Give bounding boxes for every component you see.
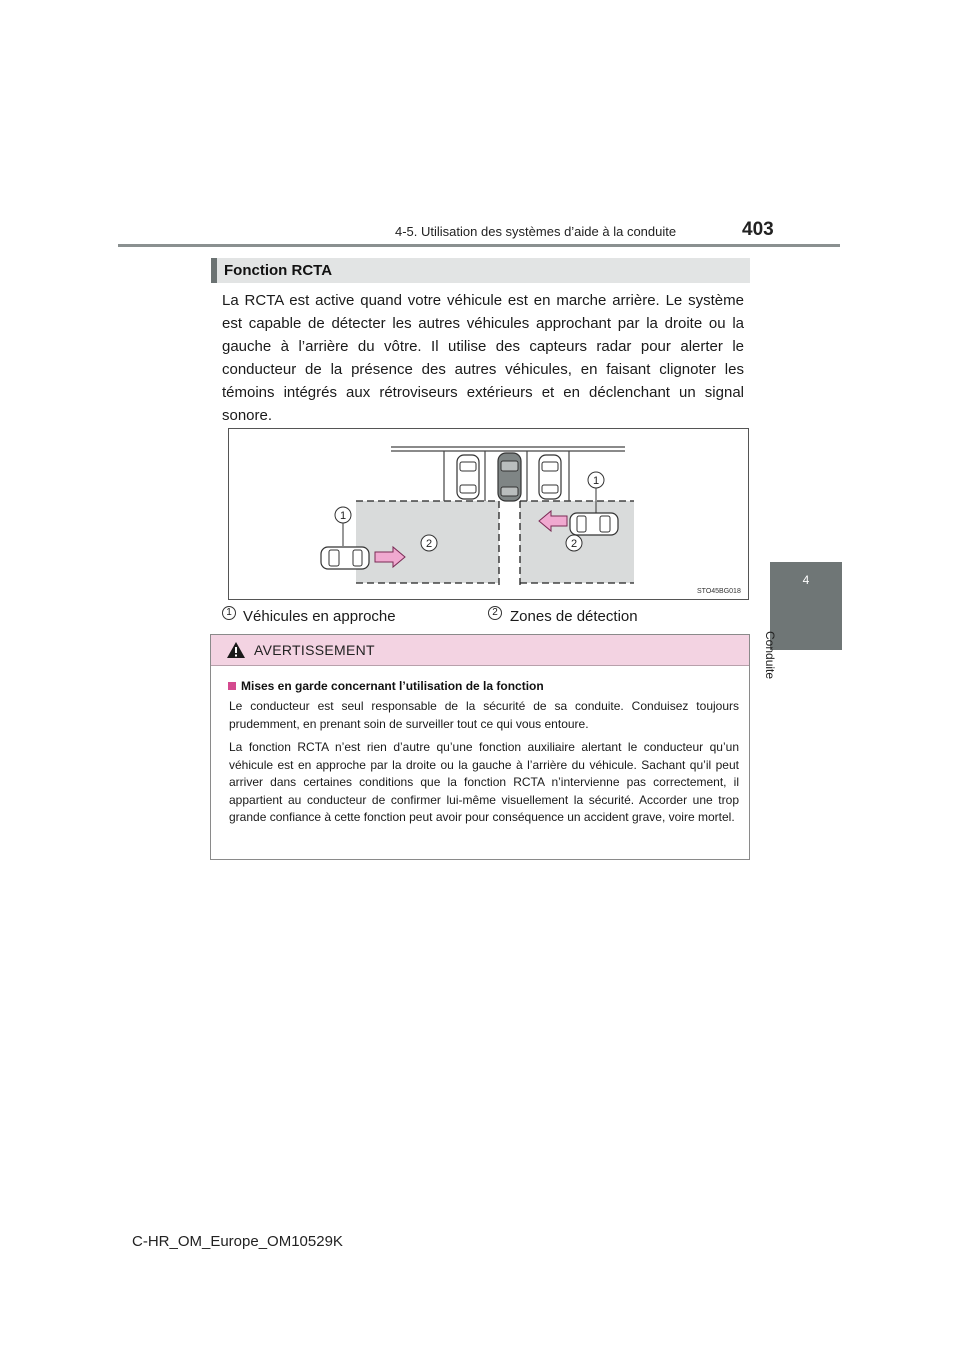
warning-paragraph: La fonction RCTA n’est rien d’autre qu’une fonction auxiliaire alertant le conducteur qu’un véhicule est en approche par la droite ou la gauche à l’arrière du véhicule. Sachant qu’il peut arriver dans certaines conditions que la fonction RCTA n’intervienne pas correctement, il appartient au conducteur de confirmer lui-même visuellement la sécurité. Accorder une trop grande confiance à cette fonction peut avoir pour conséquence un accident grave, voire mortel. (229, 740, 739, 824)
rcta-diagram (229, 429, 748, 599)
callout-label: 2 (425, 538, 433, 550)
legend-text: Zones de détection (510, 608, 638, 625)
approaching-vehicle-right (570, 513, 618, 535)
warning-title: AVERTISSEMENT (254, 642, 375, 658)
warning-paragraph: Le conducteur est seul responsable de la sécurité de sa conduite. Conduisez toujours prudemment, en prenant soin de surveiller tout ce qui vous entoure. (229, 699, 739, 731)
figure-code: STO45BG018 (697, 588, 741, 595)
own-vehicle-reversing (498, 453, 521, 501)
legend-number: 2 (488, 606, 502, 620)
callout-label: 1 (592, 475, 600, 487)
section-title: Fonction RCTA (224, 262, 333, 279)
parked-car (539, 455, 561, 499)
approaching-vehicle-left (321, 547, 369, 569)
section-heading-accent (211, 258, 217, 283)
header-rule (118, 244, 840, 247)
rcta-illustration (228, 428, 749, 600)
parked-car (457, 455, 479, 499)
callout-1-left (335, 507, 351, 523)
warning-item-title (228, 679, 544, 693)
warning-item-title-text: Mises en garde concernant l’utilisation de la fonction (241, 679, 544, 693)
callout-label: 2 (570, 538, 578, 550)
warning-triangle-icon (226, 641, 246, 659)
footer-doc-id: C-HR_OM_Europe_OM10529K (132, 1233, 343, 1250)
callout-2-right (566, 535, 582, 551)
chapter-tab-number: 4 (802, 573, 810, 587)
intro-paragraph: La RCTA est active quand votre véhicule est en marche arrière. Le système est capable de détecter les autres véhicules approchant par la droite ou la gauche à l’arrière du vôtre. Il utilise des capteurs radar pour alerter le conducteur de la présence des autres véhicules, en faisant clignoter les témoins intégrés aux rétroviseurs extérieurs et en déclenchant un signal sonore. (222, 292, 744, 424)
legend-text: Véhicules en approche (243, 608, 396, 625)
square-bullet-icon (228, 682, 236, 690)
legend-number: 1 (222, 606, 236, 620)
running-header-section: 4-5. Utilisation des systèmes d’aide à la conduite (395, 224, 677, 239)
page-number: 403 (742, 219, 774, 240)
chapter-tab-label: Conduite (763, 631, 777, 680)
callout-label: 1 (339, 510, 347, 522)
callout-1-right (588, 472, 604, 488)
callout-2-left (421, 535, 437, 551)
